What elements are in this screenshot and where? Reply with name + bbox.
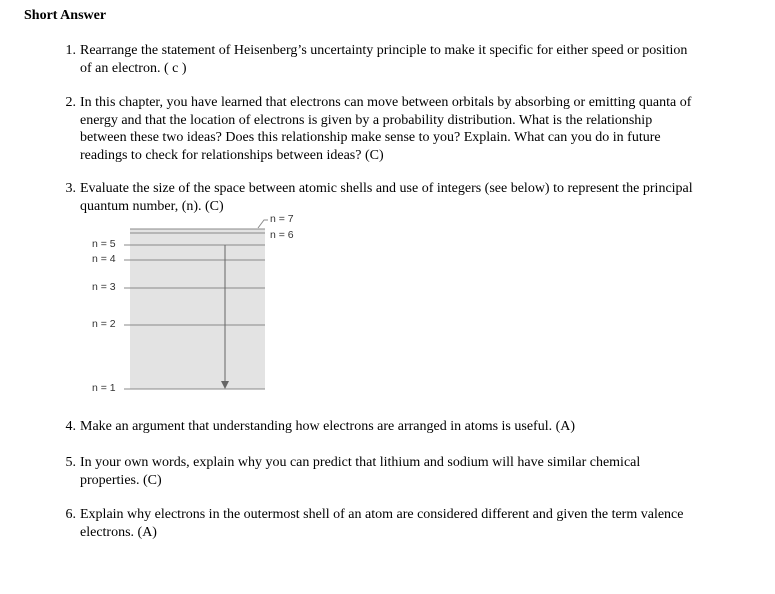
question-line: In your own words, explain why you can predict that lithium and sodium will have similar chemical — [80, 455, 641, 470]
question-number: 3. — [65, 181, 76, 196]
level-label-5: n = 5 — [92, 238, 116, 250]
level-label-7: n = 7 — [270, 213, 294, 225]
level-label-6: n = 6 — [270, 229, 294, 241]
question-line: of an electron. ( c ) — [80, 60, 187, 76]
question-text — [80, 180, 693, 215]
section-title: Short Answer — [24, 8, 107, 23]
level-label-3: n = 3 — [92, 281, 116, 293]
level-label-2: n = 2 — [92, 318, 116, 330]
question-number: 2. — [65, 95, 76, 110]
question-line: In this chapter, you have learned that electrons can move between orbitals by absorbing or emitting quanta of — [80, 95, 692, 110]
question-text — [80, 42, 687, 77]
question-number: 1. — [65, 43, 76, 58]
question-line: energy and that the location of electrons is given by a probability distribution. What is the relationship — [80, 112, 653, 128]
level-7-pointer — [258, 220, 268, 228]
level-label-1: n = 1 — [92, 382, 116, 394]
question-number: 4. — [65, 419, 76, 434]
question-line: Evaluate the size of the space between atomic shells and use of integers (see below) to represent the principal — [80, 181, 693, 196]
question-line: readings to check for relationships between ideas? (C) — [80, 147, 384, 163]
question-line: properties. (C) — [80, 472, 162, 488]
level-label-4: n = 4 — [92, 253, 116, 265]
question-line: Make an argument that understanding how electrons are arranged in atoms is useful. (A) — [80, 419, 576, 434]
question-text — [80, 506, 683, 541]
question-text — [80, 454, 640, 489]
question-line: quantum number, (n). (C) — [80, 198, 224, 214]
question-line: Explain why electrons in the outermost shell of an atom are considered different and given the term valence — [80, 507, 684, 522]
question-number: 6. — [65, 507, 76, 522]
shell-region — [130, 229, 265, 389]
question-text — [80, 418, 575, 436]
question-text — [80, 94, 691, 164]
energy-level-diagram — [80, 212, 320, 398]
question-line: electrons. (A) — [80, 524, 157, 540]
question-line: between these two ideas? Does this relationship make sense to you? Explain. What can you do in future — [80, 130, 661, 145]
question-line: Rearrange the statement of Heisenberg’s uncertainty principle to make it specific for either speed or position — [80, 43, 688, 58]
question-number: 5. — [65, 455, 76, 470]
